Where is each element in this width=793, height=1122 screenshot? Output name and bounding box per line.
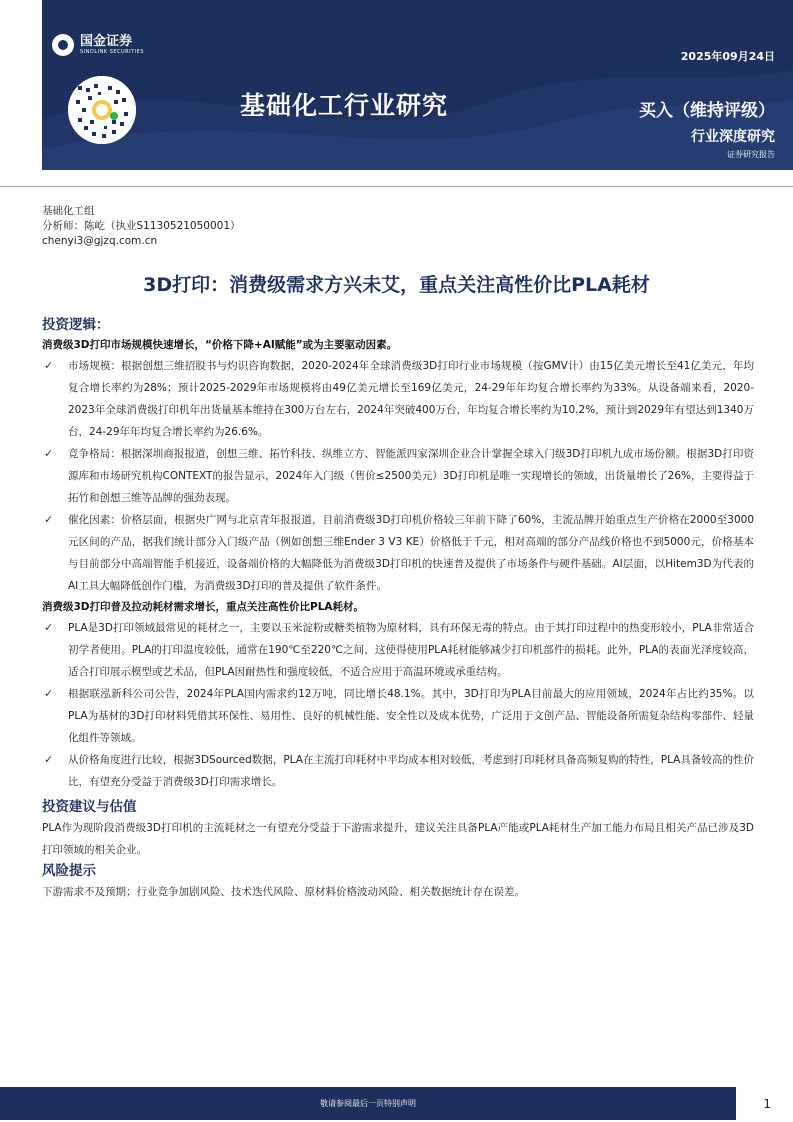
checkmark-icon: ✓ [44,621,54,634]
report-headline: 3D打印：消费级需求方兴未艾，重点关注高性价比PLA耗材 [143,274,650,296]
investment-rating: 买入（维持评级） [639,101,775,121]
header-banner [42,0,793,170]
advice-text: PLA作为现阶段消费级3D打印机的主流耗材之一有望充分受益于下游需求提升，建议关注具备PLA产能或PLA耗材生产加工能力布局且相关产品已涉及3D打印领域的相关企业。 [42,822,754,856]
page-number: 1 [763,1097,771,1111]
key-point-1: 消费级3D打印市场规模快速增长，“价格下降+AI赋能”或为主要驱动因素。 [42,339,398,351]
bullet-item [42,509,754,597]
header-wave-decoration [42,0,793,170]
bullet-text: 催化因素：价格层面，根据央广网与北京青年报报道，目前消费级3D打印机价格较三年前下降了60%，主流品牌开始重点生产价格在2000至3000元区间的产品，据我们统计部分入门级产品（例如创想三维Ender 3 V3 KE）价格低于千元，相对高端的部分产品线价格也不到5000元，价格基本与目前部分中高端智能手机接近，设备端价格的大幅降低为消费级3D打印机的快速普及提供了市场条件与硬件基础。AI层面，以Hitem3D为代表的AI工具大幅降低创作门槛，为消费级3D打印的普及提供了软件条件。 [68,514,754,592]
bullet-text: 竞争格局：根据深圳商报报道，创想三维、拓竹科技、纵维立方、智能派四家深圳企业合计掌握全球入门级3D打印机九成市场份额。根据3D打印资源库和市场研究机构CONTEXT的报告显示，2024年入门级（售价≤2500美元）3D打印机是唯一实现增长的领域，出货量增长了26%，主要得益于拓竹和创想三维等品牌的强劲表现。 [68,448,754,504]
report-body [42,315,754,903]
report-industry-title: 基础化工行业研究 [240,91,449,120]
qr-code-icon [68,76,136,144]
bullet-item [42,617,754,683]
risk-text: 下游需求不及预期；行业竞争加剧风险、技术迭代风险、原材料价格波动风险、相关数据统计存在误差。 [42,886,525,898]
checkmark-icon: ✓ [44,687,54,700]
analyst-email[interactable]: chenyi3@gjzq.com.cn [42,235,158,247]
company-logo [52,34,144,56]
checkmark-icon: ✓ [44,447,54,460]
analyst-name: 分析师：陈屹（执业S1130521050001） [42,220,241,232]
report-date: 2025年09月24日 [680,50,775,63]
research-group: 基础化工组 [42,205,95,217]
bullet-text: 根据联泓新科公司公告，2024年PLA国内需求约12万吨，同比增长48.1%。其中，3D打印为PLA目前最大的应用领域，2024年占比约35%。以PLA为基材的3D打印材料凭借其环保性、易用性、良好的机械性能、安全性以及成本优势，广泛用于文创产品、智能设备所需复杂结构零部件、轻量化组件等领域。 [68,688,754,744]
logo-name-en: SINOLINK SECURITIES [80,49,144,55]
bullet-text: 市场规模：根据创想三维招股书与灼识咨询数据，2020-2024年全球消费级3D打印行业市场规模（按GMV计）由15亿美元增长至41亿美元，年均复合增长率约为28%；预计2025-2029年市场规模将由49亿美元增长至169亿美元，24-29年年均复合增长率约为33%。从设备端来看，2020-2023年全球消费级打印机年出货量基本维持在300万台左右，2024年突破400万台，年均复合增长率约为10.2%，预计到2029年有望达到1340万台，24-29年年均复合增长率约为26.6%。 [68,360,754,438]
header-divider [0,186,793,187]
bullet-text: 从价格角度进行比较，根据3DSourced数据，PLA在主流打印耗材中平均成本相对较低，考虑到打印耗材具备高频复购的特性，PLA具备较高的性价比，有望充分受益于消费级3D打印需求增长。 [68,754,754,788]
key-point-2: 消费级3D打印普及拉动耗材需求增长，重点关注高性价比PLA耗材。 [42,601,365,613]
bullet-item [42,443,754,509]
section-heading-risk: 风险提示 [42,863,96,879]
analyst-info [42,204,241,249]
checkmark-icon: ✓ [44,513,54,526]
section-heading-advice: 投资建议与估值 [42,799,137,815]
logo-mark-icon [52,34,74,56]
logo-name-cn: 国金证券 [80,34,133,49]
checkmark-icon: ✓ [44,753,54,766]
footer-disclaimer[interactable]: 敬请参阅最后一页特别声明 [320,1099,416,1108]
bullet-item [42,749,754,793]
bullet-item [42,355,754,443]
checkmark-icon: ✓ [44,359,54,372]
section-heading-logic: 投资逻辑： [42,317,110,333]
report-type: 行业深度研究 [691,129,775,145]
report-category: 证券研究报告 [727,150,775,159]
bullet-text: PLA是3D打印领域最常见的耗材之一，主要以玉米淀粉或糖类植物为原材料，具有环保无毒的特点。由于其打印过程中的热变形较小，PLA非常适合初学者使用。PLA的打印温度较低，通常在190℃至220℃之间，这使得使用PLA耗材能够减少打印机部件的损耗。此外，PLA的表面光泽度较高，适合打印展示模型或艺术品，但PLA因耐热性和强度较低，不适合应用于高温环境或承重结构。 [68,622,754,678]
bullet-item [42,683,754,749]
